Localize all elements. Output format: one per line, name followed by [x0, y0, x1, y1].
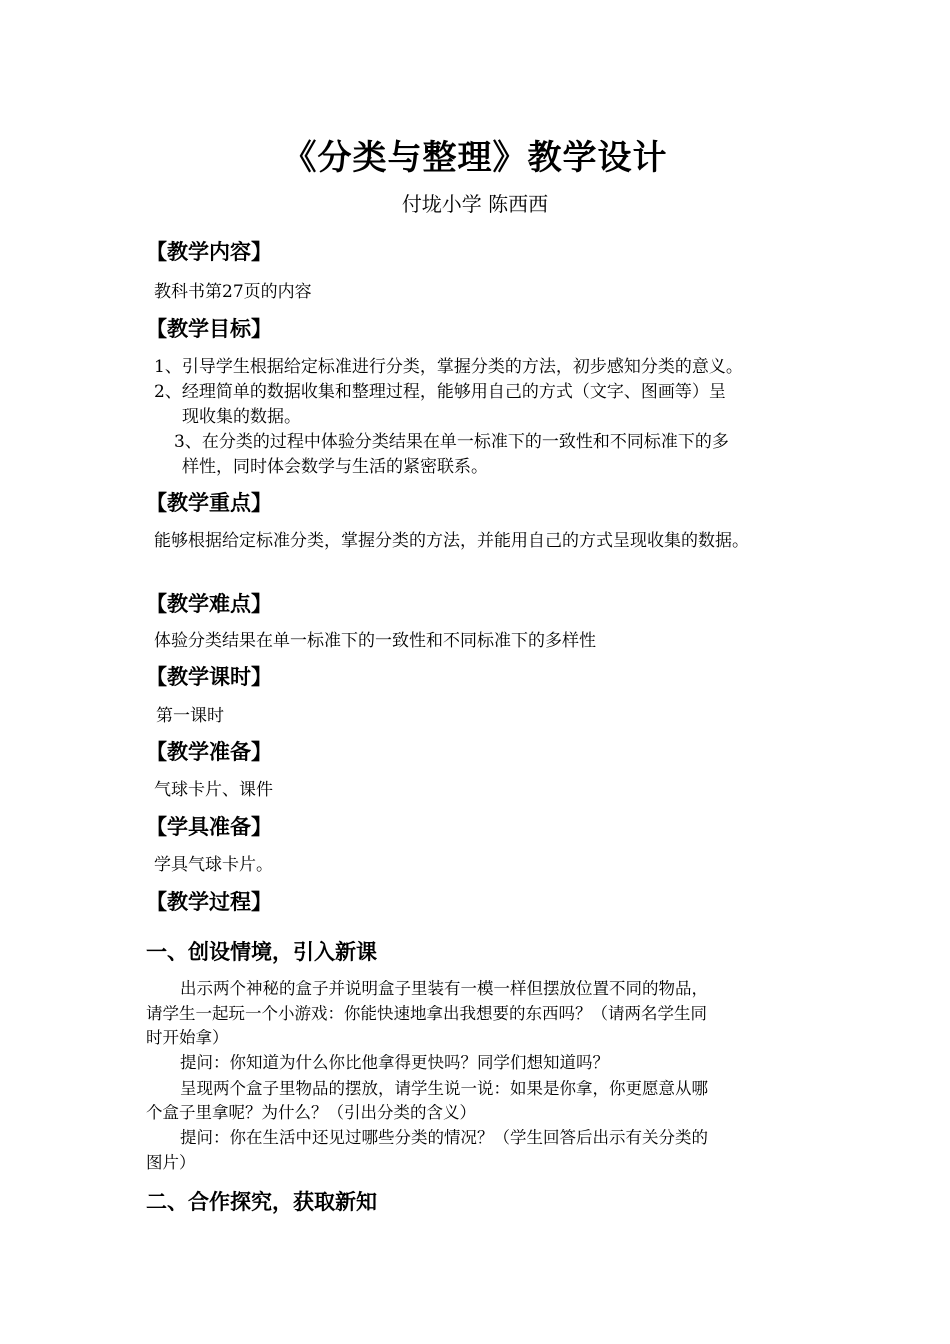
heading-difficulties: 【教学难点】: [146, 592, 272, 616]
keypoints-text: 能够根据给定标准分类，掌握分类的方法，并能用自己的方式呈现收集的数据。: [154, 531, 749, 551]
part1-line-7: 提问：你在生活中还见过哪些分类的情况？（学生回答后出示有关分类的: [180, 1128, 708, 1147]
heading-content: 【教学内容】: [146, 240, 272, 264]
part1-line-3: 时开始拿）: [146, 1028, 229, 1047]
heading-periods: 【教学课时】: [146, 665, 272, 689]
objective-line-1: 1、引导学生根据给定标准进行分类，掌握分类的方法，初步感知分类的意义。: [154, 357, 743, 377]
student-prep-text: 学具气球卡片。: [154, 855, 273, 875]
objective-line-3: 3、在分类的过程中体验分类结果在单一标准下的一致性和不同标准下的多: [174, 432, 729, 452]
heading-teacher-prep: 【教学准备】: [146, 740, 272, 764]
part1-line-1: 出示两个神秘的盒子并说明盒子里装有一模一样但摆放位置不同的物品，: [180, 979, 708, 998]
objective-line-3-cont: 样性，同时体会数学与生活的紧密联系。: [182, 457, 488, 477]
part1-line-8: 图片）: [146, 1153, 196, 1172]
part2-heading: 二、合作探究，获取新知: [146, 1190, 377, 1214]
objective-line-2-cont: 现收集的数据。: [182, 407, 301, 427]
part1-heading: 一、创设情境，引入新课: [146, 940, 377, 964]
content-text: 教科书第27页的内容: [154, 282, 312, 302]
part1-line-5: 呈现两个盒子里物品的摆放，请学生说一说：如果是你拿，你更愿意从哪: [180, 1079, 708, 1098]
heading-objectives: 【教学目标】: [146, 317, 272, 341]
part1-line-4: 提问：你知道为什么你比他拿得更快吗？同学们想知道吗？: [180, 1053, 609, 1072]
author-line: 付垅小学 陈西西: [401, 192, 549, 216]
part1-line-6: 个盒子里拿呢？为什么？（引出分类的含义）: [146, 1103, 476, 1122]
heading-keypoints: 【教学重点】: [146, 491, 272, 515]
difficulties-text: 体验分类结果在单一标准下的一致性和不同标准下的多样性: [154, 631, 596, 651]
objective-line-2: 2、经理简单的数据收集和整理过程，能够用自己的方式（文字、图画等）呈: [154, 382, 726, 402]
heading-student-prep: 【学具准备】: [146, 815, 272, 839]
teacher-prep-text: 气球卡片、课件: [154, 780, 273, 800]
heading-process: 【教学过程】: [146, 890, 272, 914]
document-title: 《分类与整理》教学设计: [282, 138, 668, 178]
part1-line-2: 请学生一起玩一个小游戏：你能快速地拿出我想要的东西吗？（请两名学生同: [146, 1004, 707, 1023]
periods-text: 第一课时: [156, 706, 224, 726]
